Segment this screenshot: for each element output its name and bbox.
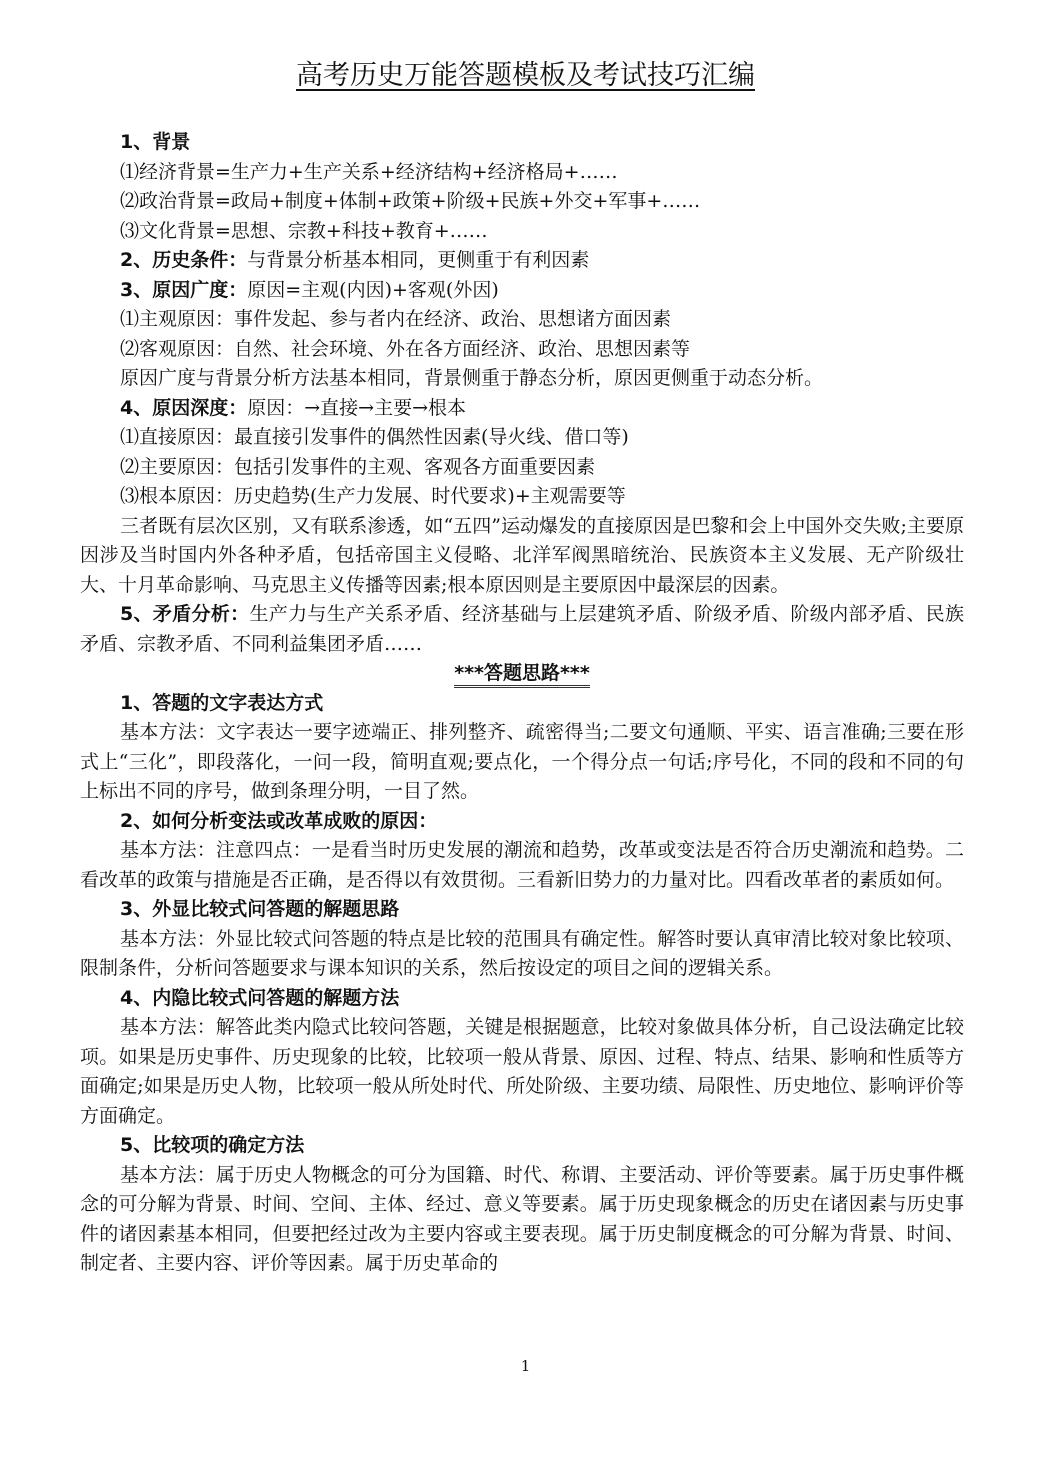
- paragraph: 基本方法：属于历史人物概念的可分为国籍、时代、称谓、主要活动、评价等要素。属于历史事件概念的可分解为背景、时间、空间、主体、经过、意义等要素。属于历史现象概念的历史在诸因素与历史事件的诸因素基本相同，但要把经过改为主要内容或主要表现。属于历史制度概念的可分解为背景、时间、制定者、主要内容、评价等因素。属于历史革命的: [80, 1163, 964, 1274]
- document-title: 高考历史万能答题模板及考试技巧汇编: [296, 60, 755, 91]
- paragraph: 三者既有层次区别，又有联系渗透，如“五四”运动爆发的直接原因是巴黎和会上中国外交失败;主要原因涉及当时国内外各种矛盾，包括帝国主义侵略、北洋军阀黑暗统治、民族资本主义发展、无产阶级壮大、十月革命影响、马克思主义传播等因素;根本原因则是主要原因中最深层的因素。: [80, 514, 964, 596]
- section-conditions: 2、历史条件：与背景分析基本相同，更侧重于有利因素: [120, 249, 590, 271]
- list-item: ⑴经济背景=生产力+生产关系+经济结构+经济格局+……: [120, 160, 618, 183]
- section-heading: 2、如何分析变法或改革成败的原因：: [120, 809, 438, 832]
- note-text: 原因广度与背景分析方法基本相同，背景侧重于静态分析，原因更侧重于动态分析。: [120, 367, 824, 389]
- section-depth: 4、原因深度：原因：→直接→主要→根本: [120, 396, 466, 419]
- paragraph: 基本方法：注意四点：一是看当时历史发展的潮流和趋势，改革或变法是否符合历史潮流和趋势。二看改革的政策与措施是否正确，是否得以有效贯彻。三看新旧势力的力量对比。四看改革者的素质如何。: [80, 839, 964, 891]
- list-item: ⑵政治背景=政局+制度+体制+政策+阶级+民族+外交+军事+……: [120, 190, 701, 212]
- section-heading: 1、背景: [120, 131, 191, 153]
- list-item: ⑵客观原因：自然、社会环境、外在各方面经济、政治、思想因素等: [120, 337, 691, 360]
- list-item: ⑶文化背景=思想、宗教+科技+教育+……: [120, 219, 488, 242]
- document-body: [80, 128, 964, 1279]
- list-item: ⑴直接原因：最直接引发事件的偶然性因素(导火线、借口等): [120, 426, 629, 448]
- list-item: ⑶根本原因：历史趋势(生产力发展、时代要求)+主观需要等: [120, 485, 626, 507]
- paragraph: 基本方法：外显比较式问答题的特点是比较的范围具有确定性。解答时要认真审清比较对象比较项、限制条件，分析问答题要求与课本知识的关系，然后按设定的项目之间的逻辑关系。: [80, 927, 964, 979]
- section-heading: 4、内隐比较式问答题的解题方法: [120, 986, 400, 1009]
- section-heading: 5、比较项的确定方法: [120, 1134, 305, 1156]
- list-item: ⑵主要原因：包括引发事件的主观、客观各方面重要因素: [120, 455, 596, 478]
- page-number: 1: [520, 1357, 531, 1375]
- section-breadth: 3、原因广度：原因=主观(内因)+客观(外因): [120, 278, 499, 301]
- list-item: ⑴主观原因：事件发起、参与者内在经济、政治、思想诸方面因素: [120, 308, 672, 330]
- section-contradiction: 5、矛盾分析：生产力与生产关系矛盾、经济基础与上层建筑矛盾、阶级矛盾、阶级内部矛盾、民族矛盾、宗教矛盾、不同利益集团矛盾……: [80, 603, 964, 655]
- paragraph: 基本方法：文字表达一要字迹端正、排列整齐、疏密得当;二要文句通顺、平实、语言准确;三要在形式上“三化”，即段落化，一问一段，简明直观;要点化，一个得分点一句话;序号化，不同的段和不同的句上标出不同的序号，做到条理分明，一目了然。: [80, 721, 964, 802]
- paragraph: 基本方法：解答此类内隐式比较问答题，关键是根据题意，比较对象做具体分析，自己设法确定比较项。如果是历史事件、历史现象的比较，比较项一般从背景、原因、过程、特点、结果、影响和性质等方面确定;如果是历史人物，比较项一般从所处时代、所处阶级、主要功绩、局限性、历史地位、影响评价等方面确定。: [80, 1016, 964, 1127]
- part-heading: ***答题思路***: [80, 659, 964, 689]
- section-heading: 3、外显比较式问答题的解题思路: [120, 898, 400, 920]
- section-heading: 1、答题的文字表达方式: [120, 691, 324, 714]
